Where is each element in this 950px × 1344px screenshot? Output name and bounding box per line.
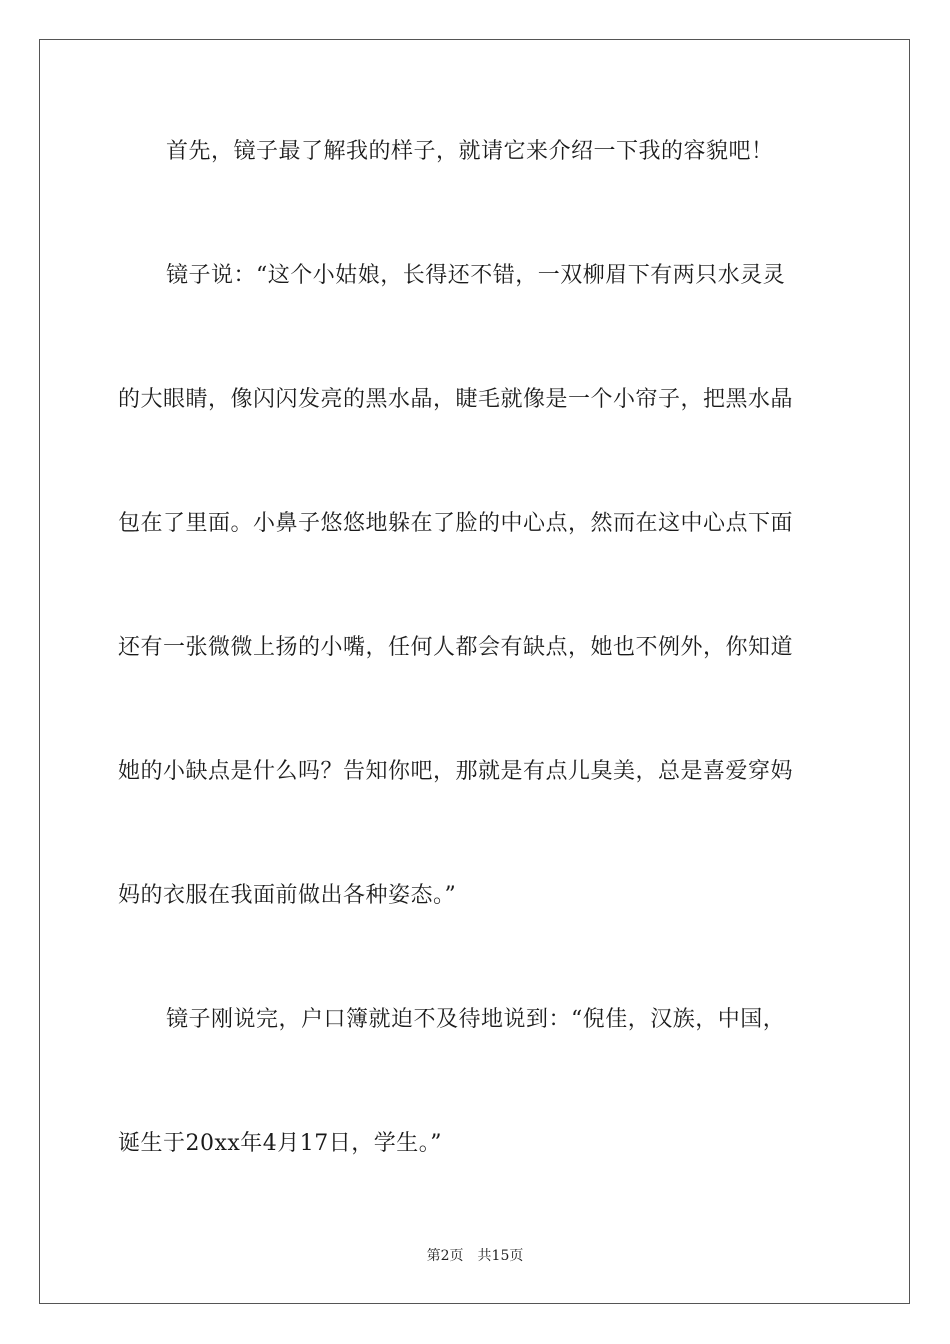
paragraph-line-9: 诞生于20xx年4月17日，学生。” bbox=[118, 1131, 443, 1156]
paragraph-line-6: 她的小缺点是什么吗？告知你吧，那就是有点儿臭美，总是喜爱穿妈 bbox=[118, 759, 794, 784]
paragraph-line-5: 还有一张微微上扬的小嘴，任何人都会有缺点，她也不例外，你知道 bbox=[118, 635, 794, 660]
paragraph-line-1: 首先，镜子最了解我的样子，就请它来介绍一下我的容貌吧！ bbox=[166, 139, 774, 164]
page-total: 共15页 bbox=[477, 1248, 524, 1264]
paragraph-line-7: 妈的衣服在我面前做出各种姿态。” bbox=[118, 883, 457, 908]
page-number: 第2页 bbox=[426, 1248, 464, 1264]
page-footer bbox=[0, 1247, 950, 1265]
page-border bbox=[39, 39, 910, 1304]
paragraph-line-2: 镜子说：“这个小姑娘，长得还不错，一双柳眉下有两只水灵灵 bbox=[166, 263, 786, 288]
paragraph-line-4: 包在了里面。小鼻子悠悠地躲在了脸的中心点，然而在这中心点下面 bbox=[118, 511, 794, 536]
paragraph-line-8: 镜子刚说完，户口簿就迫不及待地说到：“倪佳，汉族，中国， bbox=[166, 1007, 786, 1032]
paragraph-line-3: 的大眼睛，像闪闪发亮的黑水晶，睫毛就像是一个小帘子，把黑水晶 bbox=[118, 387, 794, 412]
